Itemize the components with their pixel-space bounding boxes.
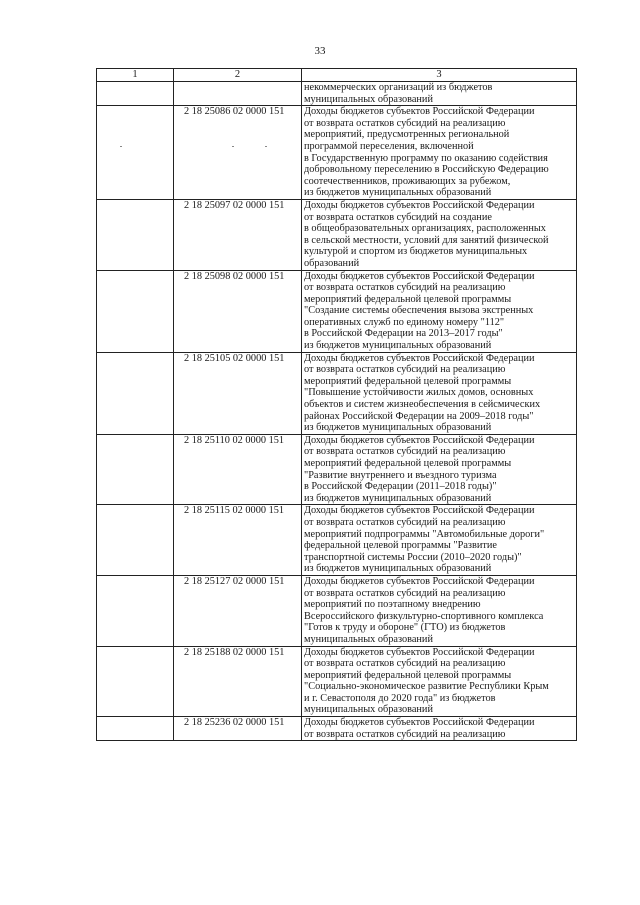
table-row	[97, 270, 577, 352]
description-line: в Российской Федерации (2011–2018 годы)"	[304, 481, 497, 493]
row-empty-cell	[97, 82, 174, 106]
description-line: от возврата остатков субсидий на реализацию	[304, 516, 506, 528]
description-line: оперативных служб по единому номеру "112"	[304, 316, 505, 328]
row-empty-cell	[97, 199, 174, 270]
description-line: Доходы бюджетов субъектов Российской Федерации	[304, 270, 535, 282]
description-line: "Социально-экономическое развитие Республики Крым	[304, 681, 549, 693]
description-line: мероприятий подпрограммы "Автомобильные дороги"	[304, 528, 545, 540]
description-line: из бюджетов муниципальных образований	[304, 492, 492, 504]
budget-code-cell: 2 18 25236 02 0000 151	[174, 717, 302, 741]
table-row	[97, 106, 577, 200]
budget-codes-table	[96, 68, 577, 741]
description-line: в Российской Федерации на 2013–2017 годы"	[304, 328, 503, 340]
row-empty-cell	[97, 505, 174, 576]
description-line: Доходы бюджетов субъектов Российской Федерации	[304, 646, 535, 658]
row-empty-cell	[97, 646, 174, 717]
description-line: муниципальных образований	[304, 633, 433, 645]
description-line: от возврата остатков субсидий на реализацию	[304, 282, 506, 294]
row-empty-cell	[97, 434, 174, 505]
description-line: мероприятий федеральной целевой программы	[304, 375, 512, 387]
description-cell	[302, 646, 577, 717]
table-row	[97, 82, 577, 106]
description-line: в Государственную программу по оказанию содействия	[304, 152, 548, 164]
description-line: мероприятий федеральной целевой программы	[304, 458, 512, 469]
table-row	[97, 505, 577, 576]
description-line: Доходы бюджетов субъектов Российской Федерации	[304, 717, 535, 729]
description-line: "Развитие внутреннего и въездного туризма	[304, 469, 497, 481]
description-line: муниципальных образований	[304, 704, 433, 716]
description-line: Доходы бюджетов субъектов Российской Федерации	[304, 575, 535, 587]
description-line: от возврата остатков субсидий на реализацию	[304, 446, 506, 458]
budget-code-cell: 2 18 25098 02 0000 151	[174, 270, 302, 352]
description-cell	[302, 106, 577, 200]
description-line: мероприятий по поэтапному внедрению	[304, 599, 481, 611]
description-line: в общеобразовательных организациях, расположенных	[304, 223, 546, 235]
description-line: Доходы бюджетов субъектов Российской Федерации	[304, 106, 535, 118]
description-line: Доходы бюджетов субъектов Российской Федерации	[304, 434, 535, 446]
table-row	[97, 717, 577, 741]
description-line: муниципальных образований	[304, 93, 433, 105]
budget-code-cell	[174, 82, 302, 106]
table-row	[97, 199, 577, 270]
description-line: в сельской местности, условий для занятий физической	[304, 234, 549, 246]
description-cell	[302, 717, 577, 741]
description-cell	[302, 270, 577, 352]
description-line: транспортной системы России (2010–2020 годы)"	[304, 551, 522, 563]
description-line: соотечественников, проживающих за рубежом,	[304, 175, 511, 187]
column-header-1: 1	[97, 69, 174, 82]
budget-code-cell: 2 18 25086 02 0000 151	[174, 106, 302, 200]
description-line: "Повышение устойчивости жилых домов, основных	[304, 387, 534, 399]
description-line: Доходы бюджетов субъектов Российской Федерации	[304, 505, 535, 517]
description-line: Доходы бюджетов субъектов Российской Федерации	[304, 352, 535, 364]
table-row	[97, 575, 577, 646]
description-line: от возврата остатков субсидий на реализацию	[304, 117, 506, 129]
column-header-2: 2	[174, 69, 302, 82]
description-cell	[302, 199, 577, 270]
description-line: от возврата остатков субсидий на реализацию	[304, 364, 506, 376]
description-cell	[302, 505, 577, 576]
row-empty-cell	[97, 270, 174, 352]
budget-code-cell: 2 18 25115 02 0000 151	[174, 505, 302, 576]
description-cell	[302, 352, 577, 434]
description-line: федеральной целевой программы "Развитие	[304, 540, 497, 552]
description-line: от возврата остатков субсидий на реализацию	[304, 728, 506, 740]
column-header-3: 3	[302, 69, 577, 82]
description-line: добровольному переселению в Российскую Федерацию	[304, 164, 549, 176]
table-row	[97, 434, 577, 505]
page-number: 33	[314, 45, 326, 57]
description-line: объектов и систем жизнеобеспечения в сейсмических	[304, 399, 541, 411]
description-cell	[302, 434, 577, 505]
row-empty-cell	[97, 717, 174, 741]
description-line: Доходы бюджетов субъектов Российской Федерации	[304, 199, 535, 211]
budget-code-cell: 2 18 25097 02 0000 151	[174, 199, 302, 270]
row-empty-cell	[97, 575, 174, 646]
description-line: некоммерческих организаций из бюджетов	[304, 82, 493, 93]
description-line: и г. Севастополя до 2020 года" из бюджетов	[304, 692, 496, 704]
row-empty-cell	[97, 106, 174, 200]
description-line: "Готов к труду и обороне" (ГТО) из бюджетов	[304, 622, 506, 634]
description-line: из бюджетов муниципальных образований	[304, 187, 492, 199]
description-line: мероприятий, предусмотренных региональной	[304, 129, 510, 141]
description-cell	[302, 82, 577, 106]
description-line: образований	[304, 257, 360, 269]
budget-code-cell: 2 18 25127 02 0000 151	[174, 575, 302, 646]
description-line: от возврата остатков субсидий на реализацию	[304, 658, 506, 670]
description-line: из бюджетов муниципальных образований	[304, 340, 492, 352]
table-header-row	[97, 69, 577, 82]
description-line: Всероссийского физкультурно-спортивного комплекса	[304, 610, 544, 622]
description-line: мероприятий федеральной целевой программы	[304, 293, 512, 305]
table-row	[97, 352, 577, 434]
description-line: программой переселения, включенной	[304, 140, 474, 152]
description-line: мероприятий федеральной целевой программы	[304, 669, 512, 681]
description-line: из бюджетов муниципальных образований	[304, 422, 492, 434]
description-line: "Создание системы обеспечения вызова экстренных	[304, 305, 534, 317]
description-line: районах Российской Федерации на 2009–2018 годы"	[304, 410, 534, 422]
row-empty-cell	[97, 352, 174, 434]
table-row	[97, 646, 577, 717]
description-cell	[302, 575, 577, 646]
description-line: от возврата остатков субсидий на создание	[304, 211, 492, 223]
budget-code-cell: 2 18 25110 02 0000 151	[174, 434, 302, 505]
description-line: от возврата остатков субсидий на реализацию	[304, 587, 506, 599]
description-line: культурой и спортом из бюджетов муниципальных	[304, 246, 528, 258]
budget-code-cell: 2 18 25188 02 0000 151	[174, 646, 302, 717]
budget-code-cell: 2 18 25105 02 0000 151	[174, 352, 302, 434]
description-line: из бюджетов муниципальных образований	[304, 563, 492, 575]
